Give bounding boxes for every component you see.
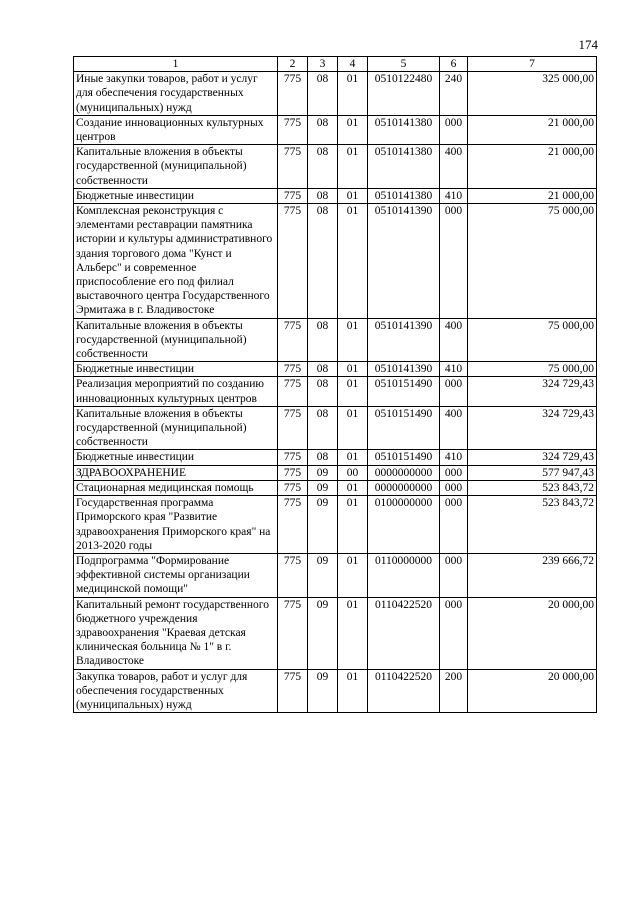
row-name: Бюджетные инвестиции (74, 450, 278, 465)
page-number: 174 (578, 37, 598, 52)
column-header-3: 3 (308, 57, 338, 72)
table-row (74, 597, 597, 669)
code-expense-type: 000 (440, 597, 468, 669)
code-admin: 775 (278, 188, 308, 203)
row-name: Капитальные вложения в объекты государственной (муниципальной) собственности (74, 318, 278, 362)
code-target: 0510141380 (368, 145, 440, 189)
code-admin: 775 (278, 115, 308, 144)
code-expense-type: 000 (440, 465, 468, 480)
code-target: 0000000000 (368, 465, 440, 480)
code-subsection: 00 (338, 465, 368, 480)
table-row (74, 496, 597, 554)
row-sum: 523 843,72 (468, 480, 597, 495)
code-target: 0100000000 (368, 496, 440, 554)
code-subsection: 01 (338, 553, 368, 597)
code-subsection: 01 (338, 318, 368, 362)
code-admin: 775 (278, 553, 308, 597)
code-expense-type: 400 (440, 406, 468, 450)
code-section: 08 (308, 377, 338, 406)
code-expense-type: 400 (440, 145, 468, 189)
code-subsection: 01 (338, 480, 368, 495)
code-target: 0510122480 (368, 72, 440, 116)
column-header-6: 6 (440, 57, 468, 72)
code-target: 0510151490 (368, 406, 440, 450)
row-sum: 324 729,43 (468, 377, 597, 406)
row-sum: 324 729,43 (468, 406, 597, 450)
code-target: 0000000000 (368, 480, 440, 495)
code-subsection: 01 (338, 145, 368, 189)
code-expense-type: 000 (440, 115, 468, 144)
code-target: 0510141390 (368, 362, 440, 377)
table-row (74, 188, 597, 203)
code-subsection: 01 (338, 204, 368, 319)
code-expense-type: 400 (440, 318, 468, 362)
code-subsection: 01 (338, 669, 368, 713)
row-sum: 20 000,00 (468, 597, 597, 669)
table-row (74, 362, 597, 377)
code-section: 08 (308, 204, 338, 319)
row-name: Капитальный ремонт государственного бюджетного учреждения здравоохранения "Краевая детская клиническая больница № 1" в г. Владивостоке (74, 597, 278, 669)
budget-table (73, 56, 597, 713)
row-sum: 75 000,00 (468, 204, 597, 319)
code-expense-type: 410 (440, 450, 468, 465)
code-subsection: 01 (338, 188, 368, 203)
table-row (74, 465, 597, 480)
code-section: 08 (308, 450, 338, 465)
code-section: 09 (308, 496, 338, 554)
code-expense-type: 000 (440, 377, 468, 406)
row-name: Комплексная реконструкция с элементами реставрации памятника истории и культуры административного здания торгового дома "Кунст и Альберс" и современное приспособление его под филиал выставочного центра Государственного Эрмитажа в г. Владивостоке (74, 204, 278, 319)
code-subsection: 01 (338, 72, 368, 116)
code-target: 0510151490 (368, 450, 440, 465)
code-expense-type: 410 (440, 362, 468, 377)
row-sum: 21 000,00 (468, 145, 597, 189)
code-target: 0510151490 (368, 377, 440, 406)
code-admin: 775 (278, 362, 308, 377)
table-row (74, 318, 597, 362)
code-admin: 775 (278, 597, 308, 669)
code-section: 09 (308, 669, 338, 713)
row-sum: 75 000,00 (468, 318, 597, 362)
code-subsection: 01 (338, 362, 368, 377)
code-expense-type: 000 (440, 204, 468, 319)
code-subsection: 01 (338, 496, 368, 554)
column-header-1: 1 (74, 57, 278, 72)
code-section: 09 (308, 465, 338, 480)
code-section: 08 (308, 318, 338, 362)
code-subsection: 01 (338, 597, 368, 669)
code-target: 0110422520 (368, 597, 440, 669)
code-admin: 775 (278, 406, 308, 450)
table-row (74, 115, 597, 144)
code-admin: 775 (278, 145, 308, 189)
row-name: Бюджетные инвестиции (74, 188, 278, 203)
code-section: 08 (308, 362, 338, 377)
code-target: 0510141390 (368, 318, 440, 362)
code-admin: 775 (278, 377, 308, 406)
table-row (74, 669, 597, 713)
code-admin: 775 (278, 72, 308, 116)
table-row (74, 145, 597, 189)
row-name: Стационарная медицинская помощь (74, 480, 278, 495)
table-row (74, 553, 597, 597)
row-name: ЗДРАВООХРАНЕНИЕ (74, 465, 278, 480)
row-name: Реализация мероприятий по созданию инновационных культурных центров (74, 377, 278, 406)
code-admin: 775 (278, 450, 308, 465)
code-subsection: 01 (338, 377, 368, 406)
row-sum: 20 000,00 (468, 669, 597, 713)
table-row (74, 72, 597, 116)
table-row (74, 204, 597, 319)
code-section: 09 (308, 480, 338, 495)
row-name: Создание инновационных культурных центров (74, 115, 278, 144)
row-name: Капитальные вложения в объекты государственной (муниципальной) собственности (74, 145, 278, 189)
column-header-4: 4 (338, 57, 368, 72)
row-sum: 325 000,00 (468, 72, 597, 116)
table-row (74, 480, 597, 495)
code-expense-type: 000 (440, 496, 468, 554)
code-expense-type: 240 (440, 72, 468, 116)
code-section: 08 (308, 72, 338, 116)
code-target: 0110000000 (368, 553, 440, 597)
code-section: 09 (308, 597, 338, 669)
code-admin: 775 (278, 318, 308, 362)
header-row (74, 57, 597, 72)
table-row (74, 406, 597, 450)
code-target: 0510141380 (368, 115, 440, 144)
row-sum: 75 000,00 (468, 362, 597, 377)
column-header-5: 5 (368, 57, 440, 72)
code-target: 0510141380 (368, 188, 440, 203)
code-section: 08 (308, 145, 338, 189)
code-expense-type: 000 (440, 480, 468, 495)
code-section: 08 (308, 406, 338, 450)
column-header-7: 7 (468, 57, 597, 72)
code-subsection: 01 (338, 406, 368, 450)
row-name: Капитальные вложения в объекты государственной (муниципальной) собственности (74, 406, 278, 450)
code-expense-type: 000 (440, 553, 468, 597)
code-section: 09 (308, 553, 338, 597)
row-sum: 21 000,00 (468, 115, 597, 144)
row-sum: 21 000,00 (468, 188, 597, 203)
table-row (74, 377, 597, 406)
code-admin: 775 (278, 204, 308, 319)
table-body (74, 72, 597, 713)
row-name: Иные закупки товаров, работ и услуг для обеспечения государственных (муниципальных) нужд (74, 72, 278, 116)
row-name: Подпрограмма "Формирование эффективной системы организации медицинской помощи" (74, 553, 278, 597)
table-row (74, 450, 597, 465)
code-section: 08 (308, 188, 338, 203)
table-header (74, 57, 597, 72)
code-expense-type: 410 (440, 188, 468, 203)
row-name: Бюджетные инвестиции (74, 362, 278, 377)
code-admin: 775 (278, 480, 308, 495)
code-expense-type: 200 (440, 669, 468, 713)
code-subsection: 01 (338, 115, 368, 144)
column-header-2: 2 (278, 57, 308, 72)
code-admin: 775 (278, 496, 308, 554)
row-sum: 239 666,72 (468, 553, 597, 597)
row-name: Закупка товаров, работ и услуг для обеспечения государственных (муниципальных) нужд (74, 669, 278, 713)
row-sum: 324 729,43 (468, 450, 597, 465)
row-sum: 523 843,72 (468, 496, 597, 554)
code-subsection: 01 (338, 450, 368, 465)
code-admin: 775 (278, 669, 308, 713)
row-name: Государственная программа Приморского края "Развитие здравоохранения Приморского края" на 2013-2020 годы (74, 496, 278, 554)
code-admin: 775 (278, 465, 308, 480)
code-section: 08 (308, 115, 338, 144)
code-target: 0510141390 (368, 204, 440, 319)
code-target: 0110422520 (368, 669, 440, 713)
row-sum: 577 947,43 (468, 465, 597, 480)
